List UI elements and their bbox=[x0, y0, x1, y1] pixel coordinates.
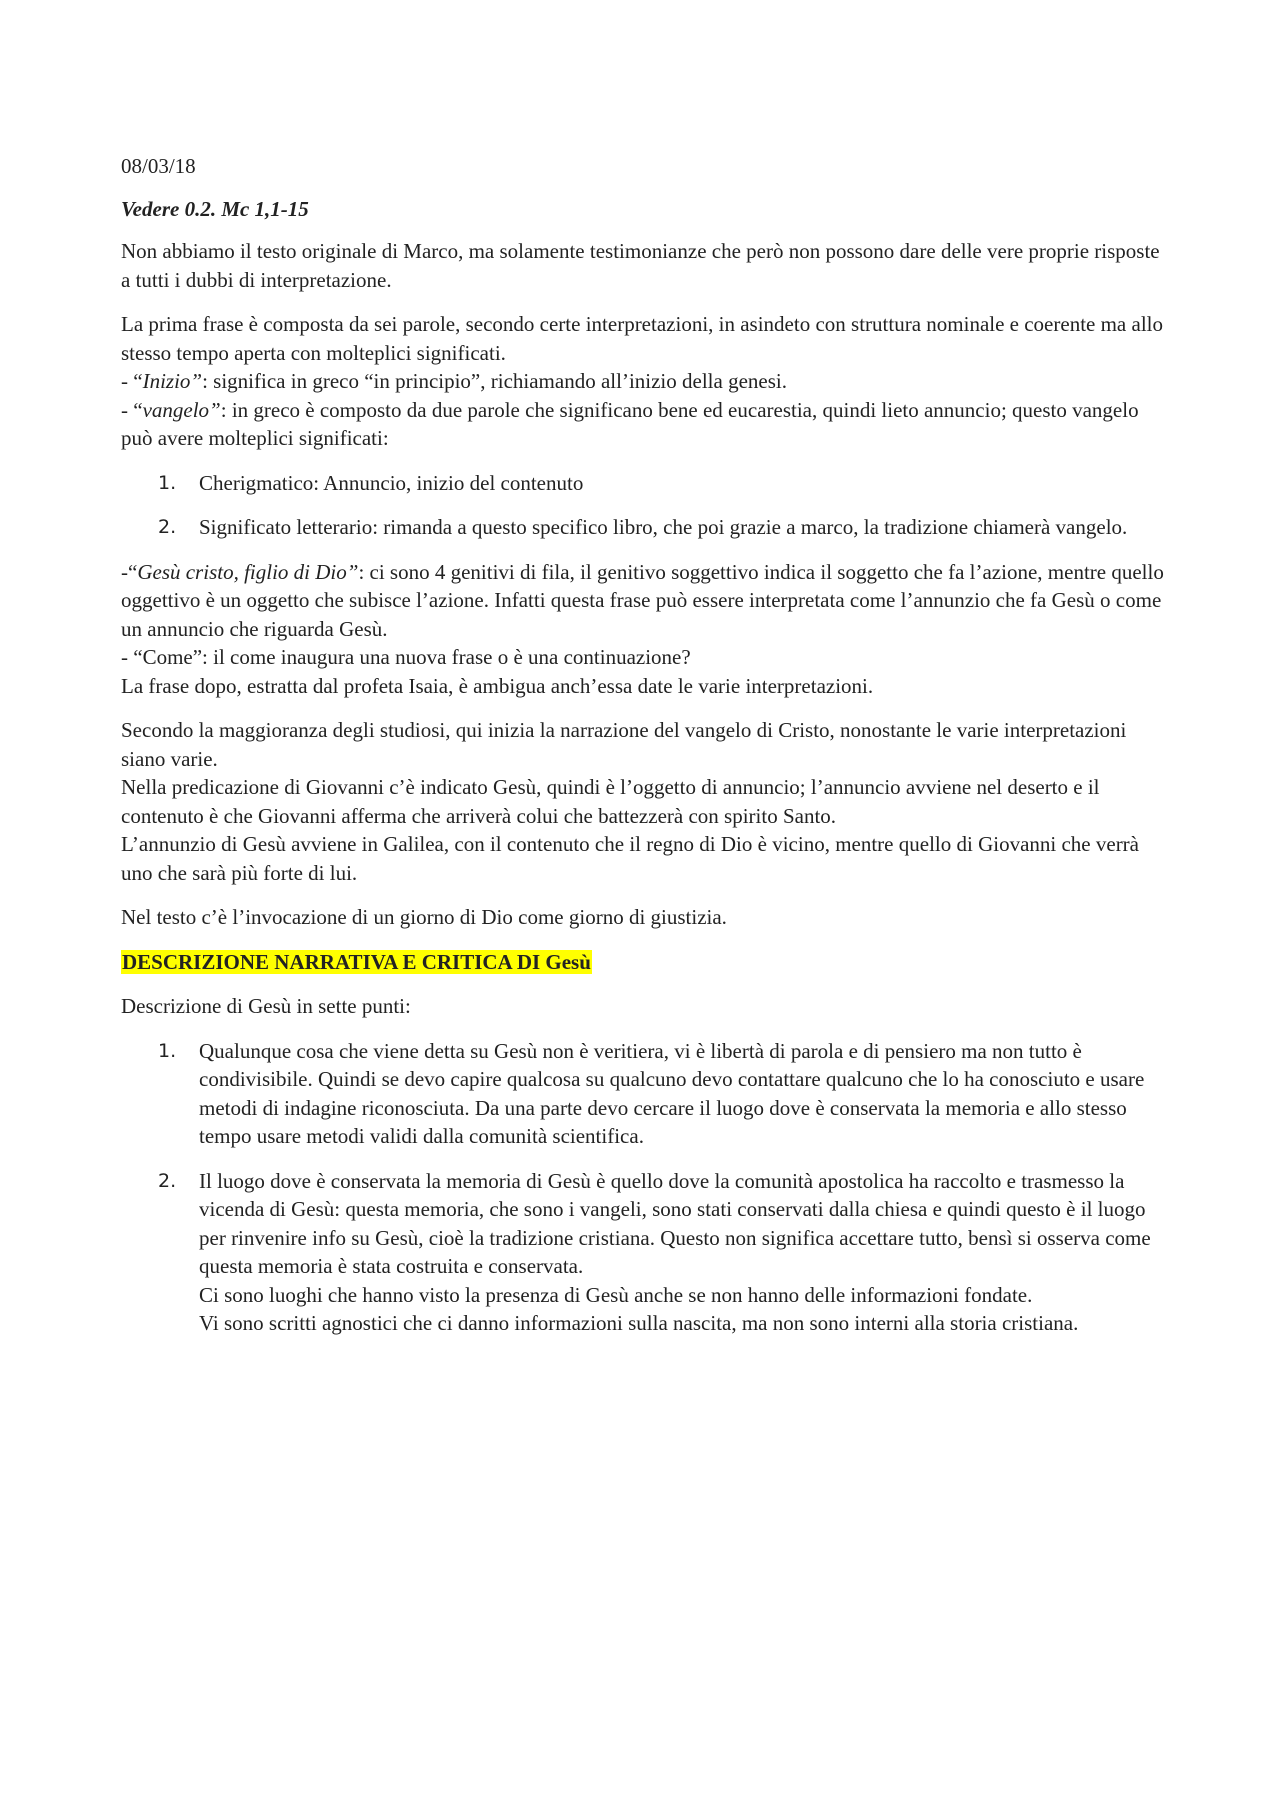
list-item-number: 1. bbox=[158, 1039, 177, 1062]
list-sette-punti bbox=[121, 1037, 1171, 1338]
list-item-text: Cherigmatico: Annuncio, inizio del contenuto bbox=[199, 470, 584, 495]
term-gesu-cristo: Gesù cristo, figlio di Dio” bbox=[137, 559, 359, 584]
paragraph-studiosi: Secondo la maggioranza degli studiosi, qui inizia la narrazione del vangelo di Cristo, nonostante le varie interpretazioni siano varie. bbox=[121, 718, 1127, 771]
document-date: 08/03/18 bbox=[121, 154, 196, 178]
line-vangelo bbox=[121, 396, 1171, 453]
list-item bbox=[121, 1167, 1171, 1338]
line-frase-dopo: La frase dopo, estratta dal profeta Isaia, è ambigua anch’essa date le varie interpretazioni. bbox=[121, 673, 874, 698]
paragraph-giovanni: Nella predicazione di Giovanni c’è indicato Gesù, quindi è l’oggetto di annuncio; l’annuncio avviene nel deserto e il contenuto è che Giovanni afferma che arriverà colui che battezzerà con spirito Santo. bbox=[121, 775, 1100, 828]
section-intro: Descrizione di Gesù in sette punti: bbox=[121, 994, 411, 1018]
list-item-number: 1. bbox=[158, 471, 177, 494]
document-body bbox=[121, 152, 1171, 1354]
paragraph-galilea: L’annunzio di Gesù avviene in Galilea, con il contenuto che il regno di Dio è vicino, mentre quello di Giovanni che verrà uno che sarà più forte di lui. bbox=[121, 832, 1139, 885]
section-heading-wrap bbox=[121, 948, 1171, 977]
term-vangelo: vangelo” bbox=[142, 397, 221, 422]
paragraph-giustizia: Nel testo c’è l’invocazione di un giorno di Dio come giorno di giustizia. bbox=[121, 905, 727, 929]
list-item-number: 2. bbox=[158, 1169, 177, 1192]
gesu-prefix: -“ bbox=[121, 559, 138, 584]
list-item-text: Il luogo dove è conservata la memoria di Gesù è quello dove la comunità apostolica ha raccolto e trasmesso la vicenda di Gesù: questa memoria, che sono i vangeli, sono stati conservati dalla chiesa e quindi questo è il luogo per rinvenire info su Gesù, cioè la tradizione cristiana. Questo non significa accettare tutto, bensì si osserva come questa memoria è stata costruita e conservata. bbox=[199, 1168, 1151, 1278]
line-come: - “Come”: il come inaugura una nuova frase o è una continuazione? bbox=[121, 645, 691, 669]
list-item bbox=[121, 1037, 1171, 1151]
term-inizio: Inizio” bbox=[142, 369, 203, 393]
list-item-extra-scritti: Vi sono scritti agnostici che ci danno informazioni sulla nascita, ma non sono interni alla storia cristiana. bbox=[199, 1311, 1079, 1335]
gesu-text: : ci sono 4 genitivi di fila, il genitivo soggettivo indica il soggetto che fa l’azione, mentre quello oggettivo è un oggetto che subisce l’azione. Infatti questa frase può essere interpretata come l’annunzio che fa Gesù o come un annuncio che riguarda Gesù. bbox=[121, 559, 1164, 641]
inizio-text: : significa in greco “in principio”, richiamando all’inizio della genesi. bbox=[202, 369, 787, 393]
vangelo-prefix: - “ bbox=[121, 397, 143, 422]
document-title: Vedere 0.2. Mc 1,1-15 bbox=[121, 196, 309, 221]
paragraph-intro: Non abbiamo il testo originale di Marco, ma solamente testimonianze che però non possono dare delle vere proprie risposte a tutti i dubbi di interpretazione. bbox=[121, 239, 1160, 292]
list-item bbox=[121, 469, 1171, 498]
list-item bbox=[121, 513, 1171, 542]
line-gesu-cristo bbox=[121, 558, 1171, 644]
inizio-prefix: - “ bbox=[121, 369, 143, 393]
list-vangelo-significati bbox=[121, 469, 1171, 542]
list-item-text: Qualunque cosa che viene detta su Gesù non è veritiera, vi è libertà di parola e di pensiero ma non tutto è condivisibile. Quindi se devo capire qualcosa su qualcuno devo contattare qualcuno che lo ha conosciuto e usare metodi di indagine riconosciuta. Da una parte devo cercare il luogo dove è conservata la memoria e allo stesso tempo usare metodi validi dalla comunità scientifica. bbox=[199, 1038, 1145, 1148]
vangelo-text: : in greco è composto da due parole che significano bene ed eucarestia, quindi lieto annuncio; questo vangelo può avere molteplici significati: bbox=[121, 397, 1139, 450]
list-item-number: 2. bbox=[158, 516, 177, 538]
list-item-text: Significato letterario: rimanda a questo specifico libro, che poi grazie a marco, la tradizione chiamerà vangelo. bbox=[199, 515, 1128, 539]
list-item-extra-luoghi: Ci sono luoghi che hanno visto la presenza di Gesù anche se non hanno delle informazioni fondate. bbox=[199, 1282, 1033, 1307]
line-inizio bbox=[121, 367, 1171, 396]
section-heading: DESCRIZIONE NARRATIVA E CRITICA DI Gesù bbox=[122, 949, 591, 974]
paragraph-prima-frase: La prima frase è composta da sei parole, secondo certe interpretazioni, in asindeto con struttura nominale e coerente ma allo stesso tempo aperta con molteplici significati. bbox=[121, 312, 1163, 365]
